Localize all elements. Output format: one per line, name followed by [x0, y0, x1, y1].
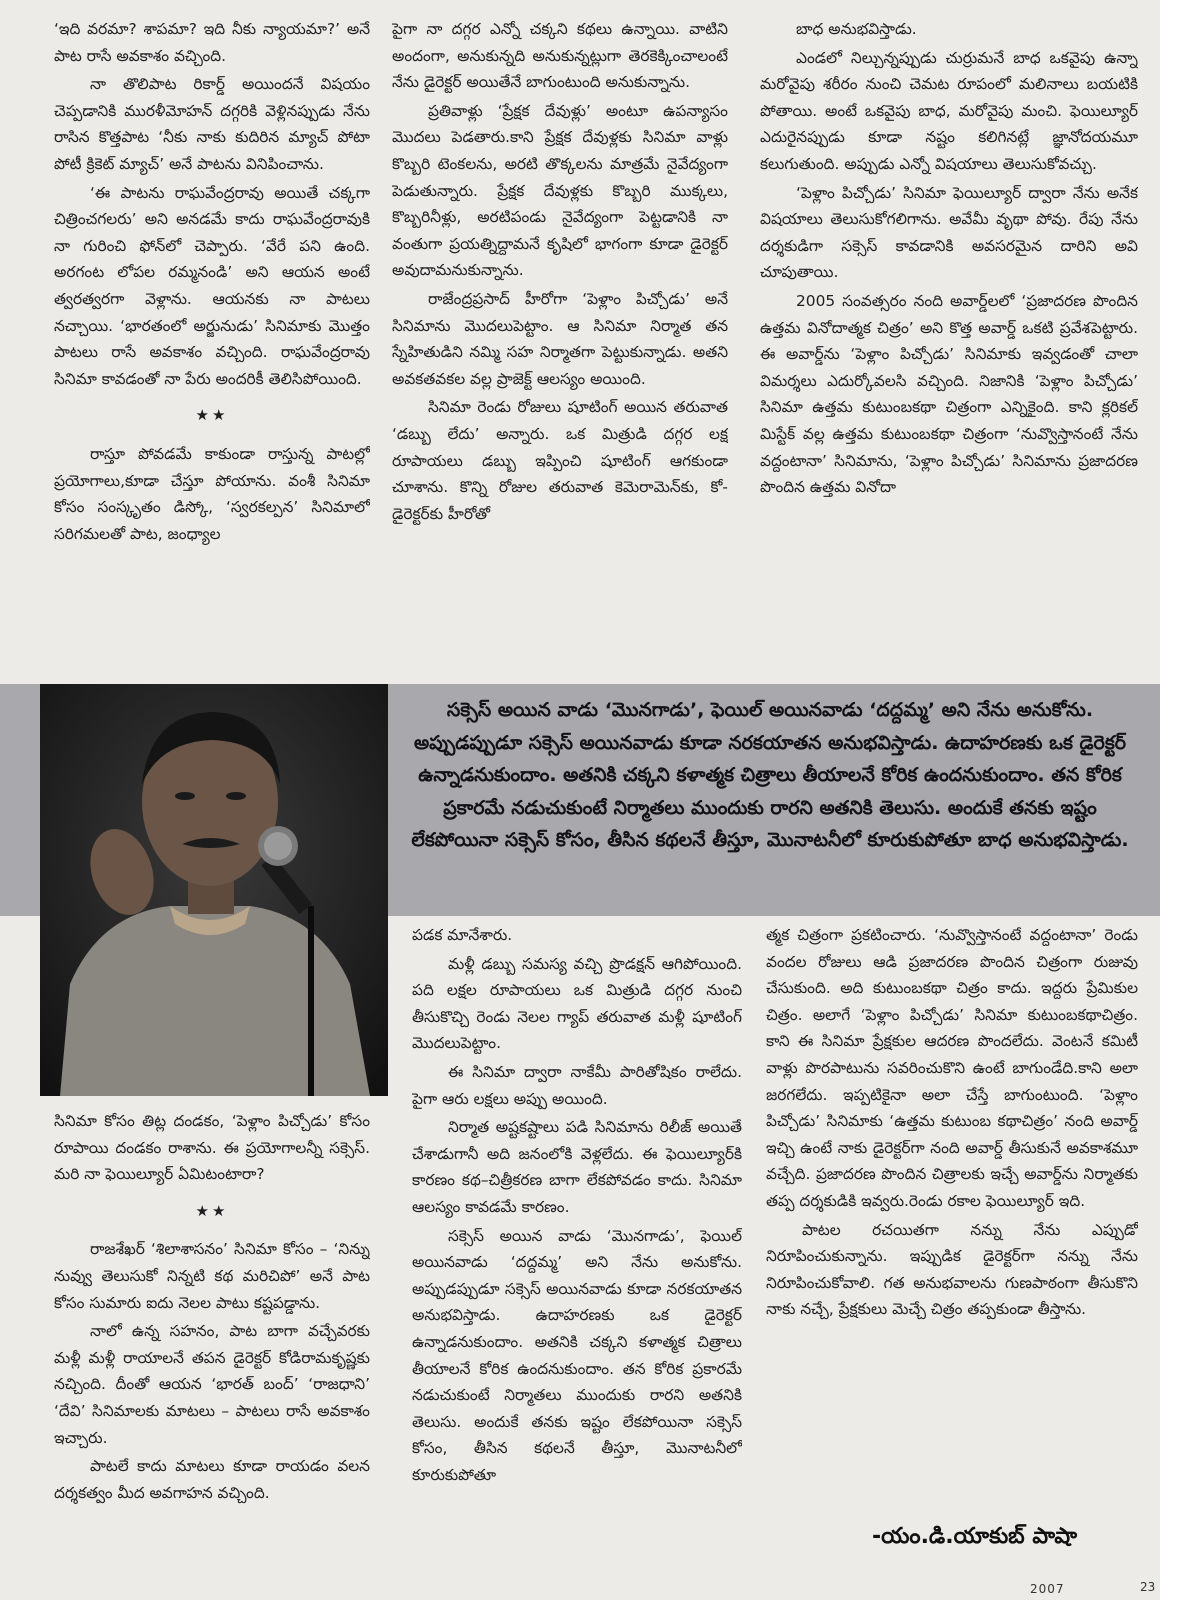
paragraph: రాజశేఖర్ ‘శిలాశాసనం’ సినిమా కోసం – ‘నిన్ను నువ్వు తెలుసుకో నిన్నటి కథ మరిచిపో’ అనే పాట కోసం సుమారు ఐదు నెలల పాటు కష్టపడ్డాను. — [54, 1240, 370, 1312]
paragraph: ‘ఈ పాటను రాఘవేంద్రరావు అయితే చక్కగా చిత్రించగలరు’ అని అనడమే కాదు రాఘవేంద్రరావుకి నా గురించి ఫోన్‌లో చెప్పారు. ‘వేరే పని ఉంది. అరగంట లోపల రమ్మనండి’ అని ఆయన అంటే త్వరత్వరగా వెళ్లాను. ఆయనకు నా పాటలు నచ్చాయి. ‘భారతంలో అర్జునుడు’ సినిమాకు మొత్తం పాటలు రాసే అవకాశం వచ్చింది. రాఘవేంద్రరావు సినిమా కావడంతో నా పేరు అందరికీ తెలిసిపోయింది. — [54, 183, 370, 388]
paragraph: త్మక చిత్రంగా ప్రకటించారు. ‘నువ్వొస్తానంటే వద్దంటానా’ రెండు వందల రోజులు ఆడి ప్రజాదరణ పొందిన చిత్రంగా రుజువు చేసుకుంది. అది కుటుంబకథా చిత్రం కాదు. ఇద్దరు ప్రేమికుల చిత్రం. అలాగే ‘పెళ్లాం పిచ్చోడు’ సినిమా కుటుంబకథాచిత్రం. కాని ఈ సినిమా ప్రేక్షకుల ఆదరణ పొందలేదు. వెంటనే కమిటీ వాళ్లు పొరపాటును సవరించుకొని ఉంటే బాగుండేది.కాని అలా జరగలేదు. ఇప్పటికైనా అలా చేస్తే బాగుంటుంది. ‘పెళ్లాం పిచ్చోడు’ సినిమాకు ‘ఉత్తమ కుటుంబ కథాచిత్రం’ నంది అవార్డ్ ఇచ్చి ఉంటే నాకు డైరెక్టర్‌గా నంది అవార్డ్ తీసుకునే అవకాశమూ వచ్చేది. ప్రజాదరణ పొందిన చిత్రాలకు ఇచ్చే అవార్డ్‌ను నిర్మాతకు తప్ప దర్శకుడికి ఇవ్వరు.రెండు రకాల ఫెయిల్యూర్ ఇది. — [766, 926, 1138, 1210]
paragraph: సినిమా కోసం తిట్ల దండకం, ‘పెళ్లాం పిచ్చోడు’ కోసం రూపాయి దండకం రాశాను. ఈ ప్రయోగాలన్నీ సక్సెస్. మరి నా ఫెయిల్యూర్ ఏమిటంటారా? — [54, 1112, 370, 1184]
paragraph: నాలో ఉన్న సహనం, పాట బాగా వచ్చేవరకు మళ్లీ మళ్లీ రాయాలనే తపన డైరెక్టర్ కోడిరామకృష్ణకు నచ్చింది. దీంతో ఆయన ‘భారత్ బంద్’ ‘రాజధాని’ ‘దేవి’ సినిమాలకు మాటలు – పాటలు రాసే అవకాశం ఇచ్చారు. — [54, 1322, 370, 1447]
footer-year: 2007 — [1030, 1582, 1065, 1596]
column-2-bottom — [412, 922, 742, 1580]
paragraph: బాధ అనుభవిస్తాడు. — [796, 20, 917, 38]
column-3-top — [760, 16, 1138, 644]
paragraph: సినిమా రెండు రోజులు షూటింగ్ అయిన తరువాత ‘డబ్బు లేదు’ అన్నారు. ఒక మిత్రుడి దగ్గర లక్ష రూపాయలు డబ్బు ఇప్పించి షూటింగ్ ఆగకుండా చూశాను. కొన్ని రోజుల తరువాత కెమెరామెన్‌కు, కో-డైరెక్టర్‌కు హీరోతో — [392, 398, 728, 523]
paragraph: 2005 సంవత్సరం నంది అవార్డ్‌లలో ‘ప్రజాదరణ పొందిన ఉత్తమ వినోదాత్మక చిత్రం’ అని కొత్త అవార్డ్ ఒకటి ప్రవేశపెట్టారు. ఈ అవార్డ్‌ను ‘పెళ్లాం పిచ్చోడు’ సినిమాకు ఇవ్వడంతో చాలా విమర్శలు ఎదుర్కోవలసి వచ్చింది. నిజానికి ‘పెళ్లాం పిచ్చోడు’ సినిమా ఉత్తమ కుటుంబకథా చిత్రంగా ఎన్నికైంది. కాని క్లరికల్ మిస్టేక్ వల్ల ఉత్తమ కుటుంబకథా చిత్రంగా ‘నువ్వొస్తానంటే నేను వద్దంటానా’ సినిమాను, ‘పెళ్లాం పిచ్చోడు’ సినిమాను ప్రజాదరణ పొందిన ఉత్తమ వినోదా — [760, 291, 1138, 497]
paragraph: పాటలే కాదు మాటలు కూడా రాయడం వలన దర్శకత్వం మీద అవగాహన వచ్చింది. — [54, 1457, 370, 1502]
author-signature: -యం.డి.యాకుబ్ పాషా — [872, 1524, 1078, 1549]
speaker-photo — [40, 684, 388, 1096]
paragraph: రాస్తూ పోవడమే కాకుండా రాస్తున్న పాటల్లో ప్రయోగాలు,కూడా చేస్తూ పోయాను. వంశీ సినిమా కోసం సంస్కృతం డిస్కో, ‘స్వరకల్పన’ సినిమాలో సరిగమలతో పాట, జంధ్యాల — [54, 444, 370, 543]
paragraph: పడక మానేశారు. — [412, 926, 513, 944]
paragraph: పైగా నా దగ్గర ఎన్నో చక్కని కథలు ఉన్నాయి. వాటిని అందంగా, అనుకున్నది అనుకున్నట్లుగా తెరకెక్కించాలంటే నేను డైరెక్టర్ అయితేనే బాగుంటుంది అనుకున్నాను. — [392, 20, 728, 92]
paragraph: మళ్లీ డబ్బు సమస్య వచ్చి ప్రొడక్షన్ ఆగిపోయింది. పది లక్షల రూపాయలు ఒక మిత్రుడి దగ్గర నుంచి తీసుకొచ్చి రెండు నెలల గ్యాప్ తరువాత మళ్లీ షూటింగ్ మొదలుపెట్టాం. — [412, 954, 742, 1053]
paragraph: ప్రతివాళ్లు ‘ప్రేక్షక దేవుళ్లు’ అంటూ ఉపన్యాసం మొదలు పెడతారు.కాని ప్రేక్షక దేవుళ్లకు సినిమా వాళ్లు కొబ్బరి టెంకలను, అరటి తొక్కలను మాత్రమే నైవేద్యంగా పెడుతున్నారు. ప్రేక్షక దేవుళ్లకు కొబ్బరి ముక్కలు, కొబ్బరినీళ్లు, అరటిపండు నైవేద్యంగా పెట్టడానికి నా వంతుగా ప్రయత్నిద్దామనే కృషిలో భాగంగా కూడా డైరెక్టర్ అవుదామనుకున్నాను. — [392, 101, 728, 280]
column-1-top — [54, 16, 370, 644]
paragraph: రాజేంద్రప్రసాద్ హీరోగా ‘పెళ్లాం పిచ్చోడు’ అనే సినిమాను మొదలుపెట్టాం. ఆ సినిమా నిర్మాత తన స్నేహితుడిని నమ్మి సహ నిర్మాతగా పెట్టుకున్నాడు. అతని అవకతవకల వల్ల ప్రాజెక్ట్ ఆలస్యం అయింది. — [392, 289, 728, 388]
column-2-top — [392, 16, 728, 644]
paragraph: నిర్మాత అష్టకష్టాలు పడి సినిమాను రిలీజ్ అయితే చేశాడుగానీ అది జనంలోకి వెళ్లలేదు. ఈ ఫెయిల్యూర్‌కి కారణం కథ–చిత్రీకరణ బాగా లేకపోవడం కాదు. సినిమా ఆలస్యం కావడమే కారణం. — [412, 1118, 742, 1216]
paragraph: ఈ సినిమా ద్వారా నాకేమీ పారితోషికం రాలేదు. పైగా ఆరు లక్షలు అప్పు అయింది. — [412, 1062, 742, 1108]
paragraph: ‘ఇది వరమా? శాపమా? ఇది నీకు న్యాయమా?’ అనే పాట రాసే అవకాశం వచ్చింది. — [54, 20, 370, 65]
pull-quote: సక్సెస్ అయిన వాడు ‘మొనగాడు’, ఫెయిల్ అయినవాడు ‘దద్దమ్మ’ అని నేను అనుకోను. అప్పుడప్పుడూ సక్సెస్ అయినవాడు కూడా నరకయాతన అనుభవిస్తాడు. ఉదాహరణకు ఒక డైరెక్టర్ ఉన్నాడనుకుందాం. అతనికి చక్కని కళాత్మక చిత్రాలు తీయాలనే కోరిక ఉందనుకుందాం. తన కోరిక ప్రకారమే నడుచుకుంటే నిర్మాతలు ముందుకు రారని అతనికి తెలుసు. అందుకే తనకు ఇష్టం లేకపోయినా సక్సెస్ కోసం, తీసిన కథలనే తీస్తూ, మొనాటనీలో కూరుకుపోతూ బాధ అనుభవిస్తాడు. — [411, 699, 1129, 851]
speaker-photo-illustration — [40, 684, 388, 1096]
paragraph: నా తొలిపాట రికార్డ్ అయిందనే విషయం చెప్పడానికి మురళీమోహన్ దగ్గరికి వెళ్లినప్పుడు నేను రాసిన కొత్తపాట ‘నీకు నాకు కుదిరిన మ్యాచ్ పోటా పోటీ క్రికెట్ మ్యాచ్’ అనే పాటను వినిపించాను. — [54, 75, 370, 173]
paragraph: ‘పెళ్లాం పిచ్చోడు’ సినిమా ఫెయిల్యూర్ ద్వారా నేను అనేక విషయాలు తెలుసుకోగలిగాను. అవేమీ వృథా పోవు. రేపు నేను దర్శకుడిగా సక్సెస్ కావడానికి అవసరమైన దారిని అవి చూపుతాయి. — [760, 183, 1138, 282]
paragraph: ఎండలో నిల్చున్నప్పుడు చుర్రుమనే బాధ ఒకవైపు ఉన్నా మరోవైపు శరీరం నుంచి చెమట రూపంలో మలినాలు బయటికి పోతాయి. అంటే ఒకవైపు బాధ, మరోవైపు మంచి. ఫెయిల్యూర్ ఎదురైనప్పుడు కూడా నష్టం కలిగినట్లే జ్ఞానోదయమూ కలుగుతుంది. అప్పుడు ఎన్నో విషయాలు తెలుసుకోవచ్చు. — [760, 48, 1138, 173]
section-separator: ★★ — [195, 406, 229, 425]
paragraph: సక్సెస్ అయిన వాడు ‘మొనగాడు’, ఫెయిల్ అయినవాడు ‘దద్దమ్మ’ అని నేను అనుకోను. అప్పుడప్పుడూ సక్సెస్ అయినవాడు కూడా నరకయాతన అనుభవిస్తాడు. ఉదాహరణకు ఒక డైరెక్టర్ ఉన్నాడనుకుందాం. అతనికి చక్కని కళాత్మక చిత్రాలు తీయాలనే కోరిక ఉందనుకుందాం. తన కోరిక ప్రకారమే నడుచుకుంటే నిర్మాతలు ముందుకు రారని అతనికి తెలుసు. అందుకే తనకు ఇష్టం లేకపోయినా సక్సెస్ కోసం, తీసిన కథలనే తీస్తూ, మొనాటనీలో కూరుకుపోతూ — [412, 1226, 742, 1484]
column-3-bottom — [766, 922, 1138, 1522]
column-1-bottom — [54, 1108, 370, 1580]
paragraph: పాటల రచయితగా నన్ను నేను ఎప్పుడో నిరూపించుకున్నాను. ఇప్పుడిక డైరెక్టర్‌గా నన్ను నేను నిరూపించుకోవాలి. గత అనుభవాలను గుణపాఠంగా తీసుకొని నాకు నచ్చే, ప్రేక్షకులు మెచ్చే చిత్రం తప్పకుండా తీస్తాను. — [766, 1220, 1138, 1319]
section-separator: ★★ — [195, 1201, 229, 1220]
page-number: 23 — [1140, 1580, 1156, 1594]
